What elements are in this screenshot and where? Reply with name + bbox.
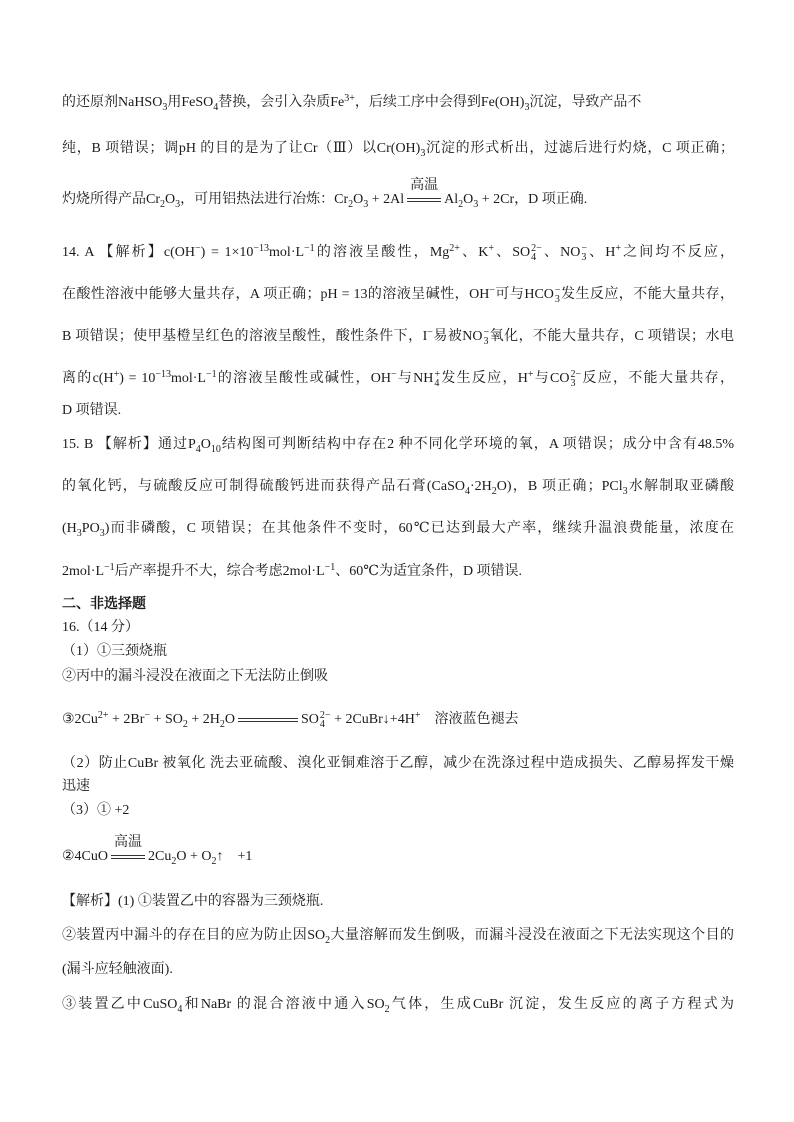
subscript: 10	[210, 444, 221, 455]
text-line	[62, 369, 734, 389]
subscript: 3	[581, 252, 587, 263]
text-run: 离的c(H	[62, 371, 114, 386]
text-run: 用FeSO	[167, 95, 214, 110]
text-run: 替换，会引入杂质Fe	[218, 95, 345, 110]
text-run: 16.（14 分）	[62, 620, 139, 635]
reaction-condition: 高温	[114, 834, 142, 850]
superscript: 2+	[97, 710, 109, 721]
text-run: ②4CuO	[62, 849, 108, 864]
subscript: 4	[195, 444, 201, 455]
text-run: （2）防止CuBr 被氧化 洗去亚硫酸、溴化亚铜难溶于乙醇，减少在洗涤过程中造成损失、乙醇易挥发干燥	[62, 756, 734, 771]
reaction-equals-sign	[111, 834, 145, 864]
superscript: 2−	[319, 710, 331, 721]
superscript: +	[113, 369, 120, 380]
answer-line	[62, 777, 90, 797]
text-run: 溶液蓝色褪去	[420, 712, 519, 727]
text-run: 和NaBr 的混合溶液中通入SO	[182, 997, 385, 1012]
text-run: + 2CuBr↓+4H	[330, 712, 415, 727]
reaction-equals-sign	[238, 713, 298, 727]
text-run: 、NO	[541, 245, 581, 260]
text-run: 结构图可判断结构中存在2 种不同化学环境的氧，A 项错误；成分中含有48.5%	[220, 437, 735, 452]
charge-and-subscript	[571, 370, 582, 388]
text-run: 易被NO	[432, 329, 483, 344]
text-run: O	[165, 192, 176, 207]
text-run: O + O	[176, 849, 212, 864]
text-run: Al	[444, 192, 459, 207]
superscript: +	[488, 243, 494, 254]
text-line	[62, 285, 734, 305]
subscript: 4	[177, 1004, 183, 1015]
text-run: 2mol·L	[62, 564, 104, 579]
answer-line	[62, 642, 167, 662]
text-run: 后产率提升不大，综合考虑2mol·L	[114, 564, 325, 579]
equals-bar	[238, 718, 298, 722]
equation-line	[62, 710, 518, 730]
text-run: 的溶液呈酸性，Mg	[314, 245, 450, 260]
explanation-line	[62, 892, 323, 912]
answer-line	[62, 801, 129, 821]
text-run: 迅速	[62, 779, 90, 794]
text-run: O	[353, 192, 364, 207]
superscript: −1	[205, 369, 217, 380]
text-run: mol·L	[170, 371, 206, 386]
superscript: −1	[104, 562, 115, 573]
text-run: 水解制取亚磷酸	[627, 479, 735, 494]
text-line	[62, 243, 734, 263]
section-heading: 二、非选择题	[62, 596, 146, 612]
text-run: ，可用铝热法进行冶炼：Cr	[180, 192, 349, 207]
text-run: ·2H	[469, 479, 492, 494]
subscript: 2	[325, 935, 331, 946]
text-run: ③2Cu	[62, 712, 98, 727]
text-run: + 2Cr，D 项正确.	[478, 192, 588, 207]
subscript: 3	[99, 528, 105, 539]
text-line	[62, 519, 734, 539]
subscript: 2	[160, 199, 165, 210]
superscript: 2+	[449, 243, 460, 254]
text-run: 纯，B 项错误；调pH 的目的是为了让Cr（Ⅲ）以Cr(OH)	[62, 141, 421, 156]
subscript: 3	[554, 294, 560, 305]
explanation-line	[62, 995, 734, 1015]
text-run: PO	[81, 521, 100, 536]
text-line	[62, 435, 734, 455]
text-run: ) = 1×10	[200, 245, 254, 260]
text-run: 、H	[586, 245, 616, 260]
text-run: 的溶液呈酸性或碱性，OH	[216, 371, 391, 386]
subscript: 2	[458, 199, 464, 210]
superscript: 2−	[531, 243, 542, 254]
superscript: −1	[304, 243, 315, 254]
text-run: + 2Br	[108, 712, 145, 727]
subscript: 3	[175, 199, 181, 210]
text-run: 的氧化钙，与硫酸反应可制得硫酸钙进而获得产品石膏(CaSO	[62, 479, 465, 494]
subscript: 3	[622, 486, 628, 497]
text-run: （1）①三颈烧瓶	[62, 644, 167, 659]
text-run: 大量溶解而发生倒吸，而漏斗浸没在液面之下无法实现这个目的	[330, 928, 734, 943]
text-run: 氧化，不能大量共存，C 项错误；水电	[489, 329, 734, 344]
subscript: 4	[464, 486, 470, 497]
charge-and-subscript	[320, 711, 331, 729]
text-run: （3）① +2	[62, 803, 130, 818]
subscript: 2	[348, 199, 354, 210]
superscript: −	[483, 327, 490, 338]
text-run: 之间均不反应，	[621, 245, 734, 260]
reaction-equals-sign	[407, 177, 441, 207]
text-run: O	[224, 712, 236, 727]
subscript: 4	[213, 102, 219, 113]
text-line	[62, 477, 734, 497]
text-run: ) = 10	[119, 371, 156, 386]
superscript: −	[390, 369, 397, 380]
reaction-condition: 高温	[410, 177, 439, 193]
text-run: + 2Al	[368, 192, 405, 207]
text-run: 【解析】(1) ①装置乙中的容器为三颈烧瓶.	[62, 894, 324, 909]
text-run: 发生反应，不能大量共存，	[560, 287, 734, 302]
charge-and-subscript	[531, 244, 542, 262]
subscript: 3	[76, 528, 82, 539]
text-run: 在酸性溶液中能够大量共存，A 项正确；pH = 13的溶液呈碱性，OH	[62, 287, 490, 302]
text-line	[62, 327, 734, 347]
text-run: ②丙中的漏斗浸没在液面之下无法防止倒吸	[62, 669, 328, 684]
equals-bar	[407, 198, 441, 202]
superscript: −	[489, 285, 495, 296]
superscript: −	[427, 327, 433, 338]
text-line	[62, 401, 121, 421]
superscript: +	[615, 243, 621, 254]
text-run: O	[200, 437, 211, 452]
superscript: +	[434, 369, 441, 380]
text-run: 灼烧所得产品Cr	[62, 192, 160, 207]
text-run: 14. A 【解析】c(OH	[62, 245, 196, 260]
text-run: 、SO	[493, 245, 531, 260]
text-run: 15. B 【解析】通过P	[62, 437, 196, 452]
text-run: 与CO	[533, 371, 570, 386]
superscript: −1	[324, 562, 336, 573]
text-run: D 项错误.	[62, 403, 122, 418]
answer-line	[62, 667, 328, 687]
text-run: (H	[62, 521, 77, 536]
equation-line	[62, 834, 253, 867]
subscript: 4	[434, 378, 440, 389]
subscript: 3	[162, 102, 168, 113]
text-line	[62, 177, 588, 210]
text-run: + SO	[150, 712, 183, 727]
explanation-line	[62, 926, 734, 946]
subscript: 2	[384, 1004, 390, 1015]
text-run: O)，B 项正确；PCl	[496, 479, 623, 494]
text-run: O	[463, 192, 474, 207]
text-run: 2Cu	[148, 849, 172, 864]
text-run: (漏斗应轻触液面).	[62, 962, 173, 977]
text-run: mol·L	[269, 245, 305, 260]
superscript: +	[414, 710, 421, 721]
superscript: −13	[155, 369, 171, 380]
subscript: 4	[531, 252, 537, 263]
text-run: ③装置乙中CuSO	[62, 997, 178, 1012]
subscript: 2	[211, 856, 217, 867]
text-run: ，后续工序中会得到Fe(OH)	[354, 95, 525, 110]
superscript: −13	[253, 243, 270, 254]
answer-line	[62, 754, 734, 774]
subscript: 3	[483, 336, 489, 347]
text-run: + 2H	[187, 712, 220, 727]
text-line	[62, 562, 522, 582]
subscript: 3	[570, 378, 576, 389]
text-run: 可与HCO	[494, 287, 554, 302]
superscript: +	[527, 369, 534, 380]
text-run: 、K	[459, 245, 489, 260]
equals-bar	[111, 855, 145, 859]
text-run: 反应，不能大量共存，	[581, 371, 734, 386]
subscript: 2	[219, 719, 225, 730]
text-line	[62, 93, 641, 113]
text-run: 发生反应，H	[440, 371, 528, 386]
text-run: 与NH	[396, 371, 434, 386]
subscript: 3	[420, 148, 426, 159]
subscript: 3	[363, 199, 369, 210]
subscript: 2	[171, 856, 177, 867]
superscript: −	[554, 285, 561, 296]
superscript: 3+	[344, 93, 355, 104]
superscript: −	[581, 243, 587, 254]
text-run: SO	[301, 712, 319, 727]
subscript: 2	[182, 719, 188, 730]
superscript: −	[195, 243, 201, 254]
text-run: 的还原剂NaHSO	[62, 95, 163, 110]
subscript: 3	[473, 199, 479, 210]
text-run: 沉淀的形式析出，过滤后进行灼烧，C 项正确；	[425, 141, 734, 156]
text-run: B 项错误；使甲基橙呈红色的溶液呈酸性，酸性条件下，I	[62, 329, 428, 344]
text-run: 沉淀，导致产品不	[529, 95, 642, 110]
text-line	[62, 139, 734, 159]
text-run: 气体，生成CuBr 沉淀，发生反应的离子方程式为	[389, 997, 734, 1012]
text-run: ↑ +1	[216, 849, 253, 864]
subscript: 4	[319, 719, 325, 730]
subscript: 3	[524, 102, 530, 113]
subscript: 2	[491, 486, 497, 497]
explanation-line	[62, 960, 173, 980]
superscript: −	[144, 710, 151, 721]
question-number	[62, 618, 139, 638]
text-run: )而非磷酸，C 项错误；在其他条件不变时，60℃已达到最大产率，继续升温浪费能量，浓度在	[104, 521, 734, 536]
text-run: 、60℃为适宜条件，D 项错误.	[335, 564, 523, 579]
text-run: ②装置丙中漏斗的存在目的应为防止因SO	[62, 928, 326, 943]
superscript: 2−	[570, 369, 582, 380]
